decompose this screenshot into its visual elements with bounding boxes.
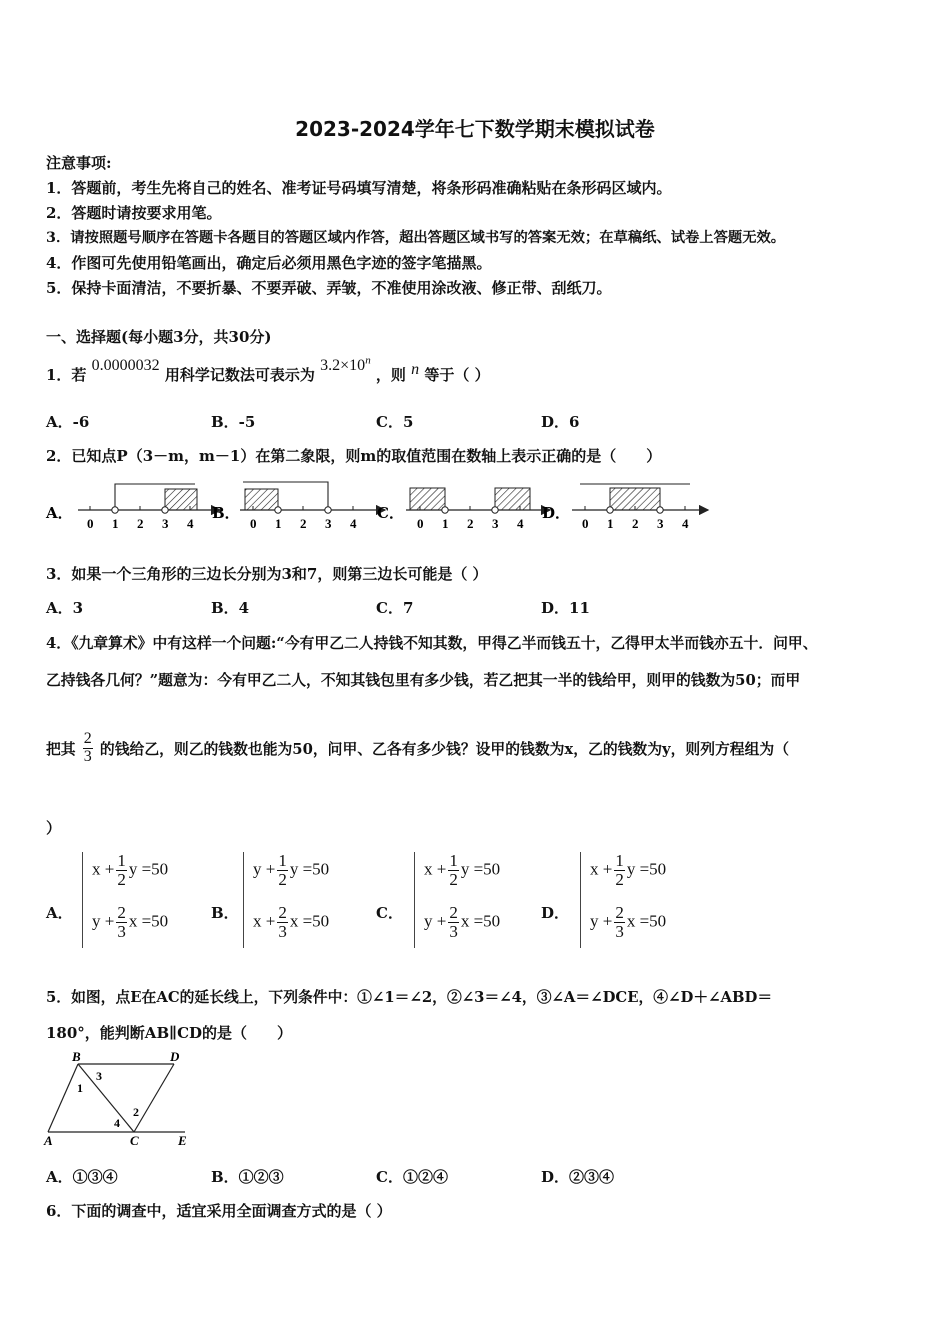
q1-number: 0.0000032 — [91, 357, 160, 374]
notice-item: 5．保持卡面清洁，不要折暴、不要弄破、弄皱，不准使用涂改液、修正带、刮纸刀。 — [46, 279, 612, 297]
sys-a-eq2-lhs: y + — [92, 911, 115, 931]
q2-option-b[interactable]: B． — [212, 504, 240, 522]
q4-option-c[interactable]: C． — [376, 904, 403, 922]
q2-option-a[interactable]: A． — [46, 504, 73, 522]
point-d-label: D — [170, 1049, 180, 1064]
q1-option-a[interactable]: A．-6 — [46, 413, 90, 431]
sys-c-eq1-den: 2 — [449, 869, 458, 889]
q2-option-c[interactable]: C． — [377, 504, 404, 522]
sys-d-eq2-lhs: y + — [590, 911, 613, 931]
q4-fraction-two-thirds — [83, 731, 93, 766]
notice-item: 1．答题前，考生先将自己的姓名、准考证号码填写清楚，将条形码准确粘贴在条形码区域内。 — [46, 179, 672, 197]
q2-option-d[interactable]: D． — [542, 504, 571, 522]
angle-4-label: 4 — [114, 1116, 120, 1130]
q2-a-tick-label: 1 — [112, 516, 119, 531]
sys-b-eq1-num: 1 — [278, 851, 287, 870]
q4-frac-den: 3 — [83, 747, 92, 765]
question-4-line1: 4．《九章算术》中有这样一个问题:“今有甲乙二人持钱不知其数，甲得乙半而钱五十，乙得甲太半而钱亦五十．问甲、 — [46, 635, 818, 652]
sys-d-eq2-rhs: x =50 — [626, 911, 667, 931]
sys-b-eq1-den: 2 — [278, 869, 287, 889]
q4-frac-num: 2 — [83, 730, 92, 747]
q5-figure — [42, 1048, 202, 1148]
q1-sci-base: 3.2×10 — [320, 357, 366, 374]
q2-a-tick-label: 0 — [87, 516, 94, 531]
page-title: 2023-2024学年七下数学期末模拟试卷 — [295, 117, 655, 141]
q5-option-d[interactable]: D．②③④ — [541, 1168, 615, 1186]
sys-a-eq2-rhs: x =50 — [128, 911, 169, 931]
sys-a-eq2-num: 2 — [117, 903, 126, 922]
point-c-label: C — [130, 1133, 139, 1148]
q2-c-tick-label: 0 — [417, 516, 424, 531]
angle-1-label: 1 — [77, 1081, 83, 1095]
notice-item: 2．答题时请按要求用笔。 — [46, 204, 222, 222]
q2-a-tick-label: 2 — [137, 516, 144, 531]
question-4-line2: 乙持钱各几何？”题意为：今有甲乙二人，不知其钱包里有多少钱，若乙把其一半的钱给甲，则甲的钱数为50；而甲 — [46, 672, 801, 689]
question-6: 6．下面的调查中，适宜采用全面调查方式的是（ ） — [46, 1202, 392, 1220]
q2-c-tick-label: 4 — [517, 516, 524, 531]
sys-a-eq1-den: 2 — [117, 869, 126, 889]
q2-c-tick-label: 2 — [467, 516, 474, 531]
q4-line3a: 把其 — [46, 740, 76, 758]
sys-b-eq1-lhs: y + — [253, 859, 276, 879]
question-3: 3．如果一个三角形的三边长分别为3和7，则第三边长可能是（ ） — [46, 565, 488, 583]
q4-option-d[interactable]: D． — [541, 904, 570, 922]
q2-d-tick-label: 1 — [607, 516, 614, 531]
notice-item: 3．请按照题号顺序在答题卡各题目的答题区域内作答，超出答题区域书写的答案无效；在草稿纸、试卷上答题无效。 — [46, 230, 786, 246]
sys-a-eq2-den: 3 — [117, 921, 126, 941]
point-e-label: E — [178, 1133, 187, 1148]
q5-option-c[interactable]: C．①②④ — [376, 1168, 448, 1186]
q4-option-a[interactable]: A． — [46, 904, 73, 922]
q1-tail2: 等于（ ） — [424, 366, 490, 384]
sys-a-eq1-lhs: x + — [92, 859, 115, 879]
q5-option-a[interactable]: A．①③④ — [46, 1168, 118, 1186]
q2-b-tick-label: 3 — [325, 516, 332, 531]
q1-mid: 用科学记数法可表示为 — [164, 366, 315, 384]
notice-item: 4．作图可先使用铅笔画出，确定后必须用黑色字迹的签字笔描黑。 — [46, 254, 492, 272]
point-b-label: B — [72, 1049, 81, 1064]
angle-3-label: 3 — [96, 1069, 102, 1083]
q3-option-c[interactable]: C．7 — [376, 599, 414, 617]
sys-d-eq1-rhs: y =50 — [626, 859, 667, 879]
sys-b-eq2-rhs: x =50 — [289, 911, 330, 931]
q1-sci-exp: n — [365, 354, 371, 367]
q3-option-d[interactable]: D．11 — [541, 599, 590, 617]
q1-n: n — [411, 361, 420, 378]
sys-c-eq2-num: 2 — [449, 903, 458, 922]
sys-c-eq2-den: 3 — [449, 921, 458, 941]
sys-c-eq1-num: 1 — [449, 851, 458, 870]
q3-option-b[interactable]: B．4 — [211, 599, 250, 617]
q2-d-tick-label: 3 — [657, 516, 664, 531]
q2-c-tick-label: 3 — [492, 516, 499, 531]
notice-heading: 注意事项: — [46, 154, 112, 172]
q1-option-c[interactable]: C．5 — [376, 413, 414, 431]
q2-number-lines — [40, 476, 720, 536]
sys-d-eq2-den: 3 — [615, 921, 624, 941]
q1-sci — [320, 354, 371, 374]
q1-prefix: 1．若 — [46, 366, 87, 384]
sys-c-eq2-rhs: x =50 — [460, 911, 501, 931]
question-1 — [46, 354, 490, 385]
sys-b-eq2-lhs: x + — [253, 911, 276, 931]
angle-2-label: 2 — [133, 1105, 139, 1119]
q1-tail1: ，则 — [375, 366, 406, 384]
q2-d-tick-label: 4 — [682, 516, 689, 531]
q2-a-tick-label: 4 — [187, 516, 194, 531]
q2-d-tick-label: 0 — [582, 516, 589, 531]
q2-b-tick-label: 0 — [250, 516, 257, 531]
sys-d-eq1-num: 1 — [615, 851, 624, 870]
q2-a-tick-label: 3 — [162, 516, 169, 531]
q2-b-tick-label: 4 — [350, 516, 357, 531]
q2-d-tick-label: 2 — [632, 516, 639, 531]
q4-option-b[interactable]: B． — [211, 904, 239, 922]
question-5-line2: 180°，能判断AB∥CD的是（ ） — [46, 1024, 293, 1042]
q1-option-d[interactable]: D．6 — [541, 413, 580, 431]
sys-b-eq2-den: 3 — [278, 921, 287, 941]
question-2: 2．已知点P（3－m，m－1）在第二象限，则m的取值范围在数轴上表示正确的是（ ） — [46, 447, 662, 465]
q4-line3b: 的钱给乙，则乙的钱数也能为50，问甲、乙各有多少钱？设甲的钱数为x，乙的钱数为y，则列方程组为（ — [99, 740, 789, 758]
sys-c-eq2-lhs: y + — [424, 911, 447, 931]
point-a-label: A — [44, 1133, 53, 1148]
q3-option-a[interactable]: A．3 — [46, 599, 84, 617]
q5-option-b[interactable]: B．①②③ — [211, 1168, 284, 1186]
q1-option-b[interactable]: B．-5 — [211, 413, 256, 431]
question-5-line1: 5．如图，点E在AC的延长线上，下列条件中：①∠1＝∠2，②∠3＝∠4，③∠A＝∠DCE，④∠D＋∠ABD＝ — [46, 989, 773, 1006]
question-4-line3 — [46, 731, 789, 766]
sys-c-eq1-rhs: y =50 — [460, 859, 501, 879]
sys-d-eq2-num: 2 — [615, 903, 624, 922]
sys-c-eq1-lhs: x + — [424, 859, 447, 879]
q2-c-tick-label: 1 — [442, 516, 449, 531]
question-4-line4: ） — [46, 819, 62, 837]
sys-d-eq1-den: 2 — [615, 869, 624, 889]
q2-b-tick-label: 2 — [300, 516, 307, 531]
sys-b-eq1-rhs: y =50 — [289, 859, 330, 879]
sys-d-eq1-lhs: x + — [590, 859, 613, 879]
sys-a-eq1-rhs: y =50 — [128, 859, 169, 879]
section-heading: 一、选择题(每小题3分，共30分) — [46, 328, 272, 346]
q2-b-tick-label: 1 — [275, 516, 282, 531]
sys-b-eq2-num: 2 — [278, 903, 287, 922]
sys-a-eq1-num: 1 — [117, 851, 126, 870]
